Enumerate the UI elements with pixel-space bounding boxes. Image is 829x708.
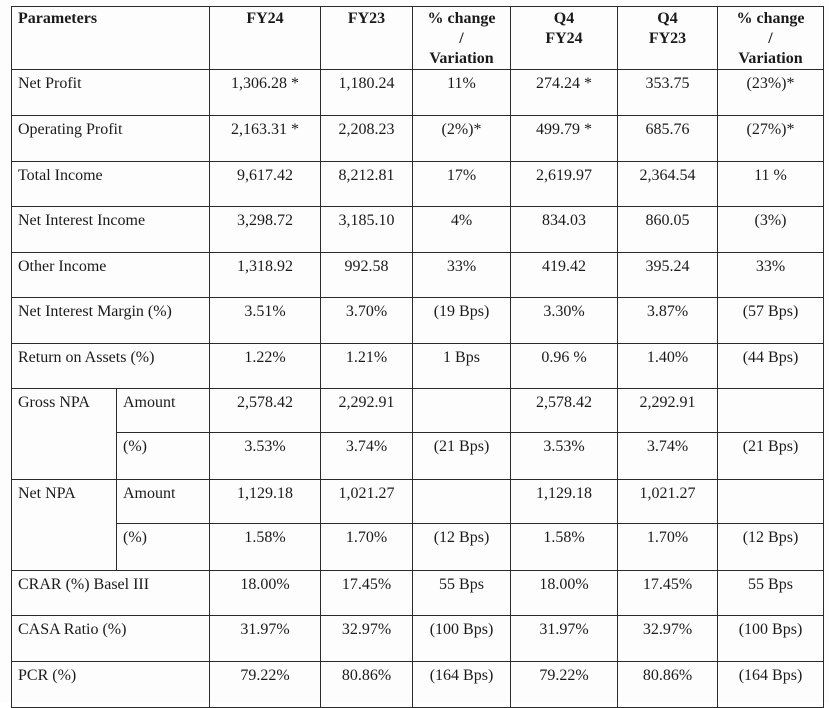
cell-fy24: 3,298.72 <box>210 207 321 253</box>
cell-q4-fy23: 395.24 <box>618 253 718 298</box>
header-row <box>12 7 824 70</box>
row-label: Operating Profit <box>12 116 210 162</box>
cell-q4-fy24: 3.53% <box>511 433 618 480</box>
cell-change-q4: 11 % <box>718 162 824 207</box>
row-label: CRAR (%) Basel III <box>12 571 210 616</box>
table-row <box>12 298 824 344</box>
cell-fy23: 80.86% <box>321 662 413 708</box>
gross-npa-amount-row <box>12 389 824 433</box>
table-row <box>12 207 824 253</box>
cell-q4-fy23: 1.70% <box>618 524 718 571</box>
table-row <box>12 616 824 662</box>
cell-fy24: 3.53% <box>210 433 321 480</box>
cell-change-q4: (57 Bps) <box>718 298 824 344</box>
cell-q4-fy24: 1,129.18 <box>511 480 618 524</box>
cell-fy23: 2,208.23 <box>321 116 413 162</box>
net-npa-pct-row <box>12 524 824 571</box>
header-q4-fy24: Q4 FY24 <box>511 7 618 70</box>
cell-q4-fy23: 685.76 <box>618 116 718 162</box>
cell-fy24: 2,578.42 <box>210 389 321 433</box>
row-label: PCR (%) <box>12 662 210 708</box>
cell-q4-fy23: 2,292.91 <box>618 389 718 433</box>
cell-change-q4: 33% <box>718 253 824 298</box>
header-parameters: Parameters <box>12 7 210 70</box>
cell-fy23: 1,180.24 <box>321 70 413 116</box>
sub-label-pct: (%) <box>117 524 210 571</box>
cell-change-fy: 17% <box>413 162 511 207</box>
cell-fy24: 1,306.28 * <box>210 70 321 116</box>
table-row <box>12 70 824 116</box>
cell-fy23: 3,185.10 <box>321 207 413 253</box>
row-label: CASA Ratio (%) <box>12 616 210 662</box>
cell-change-fy <box>413 389 511 433</box>
cell-fy24: 2,163.31 * <box>210 116 321 162</box>
cell-fy23: 1,021.27 <box>321 480 413 524</box>
table-row <box>12 162 824 207</box>
cell-fy23: 8,212.81 <box>321 162 413 207</box>
sub-label-amount: Amount <box>117 480 210 524</box>
cell-fy23: 32.97% <box>321 616 413 662</box>
cell-fy23: 3.74% <box>321 433 413 480</box>
cell-fy24: 1.58% <box>210 524 321 571</box>
cell-q4-fy24: 419.42 <box>511 253 618 298</box>
cell-fy24: 3.51% <box>210 298 321 344</box>
financial-parameters-table <box>11 6 824 708</box>
cell-change-q4: (100 Bps) <box>718 616 824 662</box>
row-label: Net Profit <box>12 70 210 116</box>
cell-change-fy: 33% <box>413 253 511 298</box>
table-row <box>12 116 824 162</box>
row-label: Net Interest Income <box>12 207 210 253</box>
cell-q4-fy23: 80.86% <box>618 662 718 708</box>
cell-fy24: 31.97% <box>210 616 321 662</box>
table-row <box>12 253 824 298</box>
row-label: Other Income <box>12 253 210 298</box>
row-label: Total Income <box>12 162 210 207</box>
cell-fy24: 79.22% <box>210 662 321 708</box>
row-label: Return on Assets (%) <box>12 344 210 389</box>
header-q4-fy23: Q4 FY23 <box>618 7 718 70</box>
cell-change-q4: (21 Bps) <box>718 433 824 480</box>
cell-change-fy: 1 Bps <box>413 344 511 389</box>
cell-change-fy: (21 Bps) <box>413 433 511 480</box>
cell-q4-fy23: 2,364.54 <box>618 162 718 207</box>
header-fy23: FY23 <box>321 7 413 70</box>
cell-q4-fy24: 274.24 * <box>511 70 618 116</box>
cell-change-fy: 55 Bps <box>413 571 511 616</box>
cell-q4-fy24: 2,578.42 <box>511 389 618 433</box>
cell-fy24: 1,129.18 <box>210 480 321 524</box>
cell-change-q4: (164 Bps) <box>718 662 824 708</box>
cell-fy23: 1.70% <box>321 524 413 571</box>
cell-change-q4: (44 Bps) <box>718 344 824 389</box>
cell-q4-fy23: 1,021.27 <box>618 480 718 524</box>
header-change-q4: % change / Variation <box>718 7 824 70</box>
cell-change-q4: (12 Bps) <box>718 524 824 571</box>
cell-q4-fy24: 499.79 * <box>511 116 618 162</box>
cell-q4-fy24: 18.00% <box>511 571 618 616</box>
cell-q4-fy24: 0.96 % <box>511 344 618 389</box>
cell-q4-fy24: 31.97% <box>511 616 618 662</box>
cell-fy23: 17.45% <box>321 571 413 616</box>
table-row <box>12 662 824 708</box>
cell-change-fy: (164 Bps) <box>413 662 511 708</box>
cell-q4-fy24: 1.58% <box>511 524 618 571</box>
cell-change-fy: 4% <box>413 207 511 253</box>
cell-q4-fy24: 3.30% <box>511 298 618 344</box>
cell-q4-fy23: 1.40% <box>618 344 718 389</box>
cell-q4-fy23: 17.45% <box>618 571 718 616</box>
header-fy24: FY24 <box>210 7 321 70</box>
cell-change-fy: 11% <box>413 70 511 116</box>
table-row <box>12 344 824 389</box>
cell-q4-fy23: 3.74% <box>618 433 718 480</box>
cell-fy24: 1,318.92 <box>210 253 321 298</box>
sub-label-pct: (%) <box>117 433 210 480</box>
cell-fy23: 1.21% <box>321 344 413 389</box>
header-change-fy: % change / Variation <box>413 7 511 70</box>
cell-change-fy <box>413 480 511 524</box>
cell-q4-fy24: 2,619.97 <box>511 162 618 207</box>
cell-change-fy: (2%)* <box>413 116 511 162</box>
cell-fy24: 9,617.42 <box>210 162 321 207</box>
cell-change-q4 <box>718 389 824 433</box>
cell-q4-fy24: 834.03 <box>511 207 618 253</box>
cell-fy24: 1.22% <box>210 344 321 389</box>
sub-label-amount: Amount <box>117 389 210 433</box>
cell-change-fy: (19 Bps) <box>413 298 511 344</box>
cell-fy23: 2,292.91 <box>321 389 413 433</box>
cell-q4-fy23: 353.75 <box>618 70 718 116</box>
cell-change-q4: (3%) <box>718 207 824 253</box>
table-row <box>12 571 824 616</box>
cell-change-fy: (100 Bps) <box>413 616 511 662</box>
net-npa-amount-row <box>12 480 824 524</box>
cell-q4-fy23: 32.97% <box>618 616 718 662</box>
cell-change-q4: 55 Bps <box>718 571 824 616</box>
cell-q4-fy23: 860.05 <box>618 207 718 253</box>
cell-change-fy: (12 Bps) <box>413 524 511 571</box>
cell-change-q4: (23%)* <box>718 70 824 116</box>
cell-change-q4: (27%)* <box>718 116 824 162</box>
cell-fy23: 3.70% <box>321 298 413 344</box>
cell-fy24: 18.00% <box>210 571 321 616</box>
row-label: Net Interest Margin (%) <box>12 298 210 344</box>
cell-fy23: 992.58 <box>321 253 413 298</box>
cell-q4-fy23: 3.87% <box>618 298 718 344</box>
cell-q4-fy24: 79.22% <box>511 662 618 708</box>
gross-npa-label: Gross NPA <box>12 389 117 480</box>
cell-change-q4 <box>718 480 824 524</box>
net-npa-label: Net NPA <box>12 480 117 571</box>
gross-npa-pct-row <box>12 433 824 480</box>
